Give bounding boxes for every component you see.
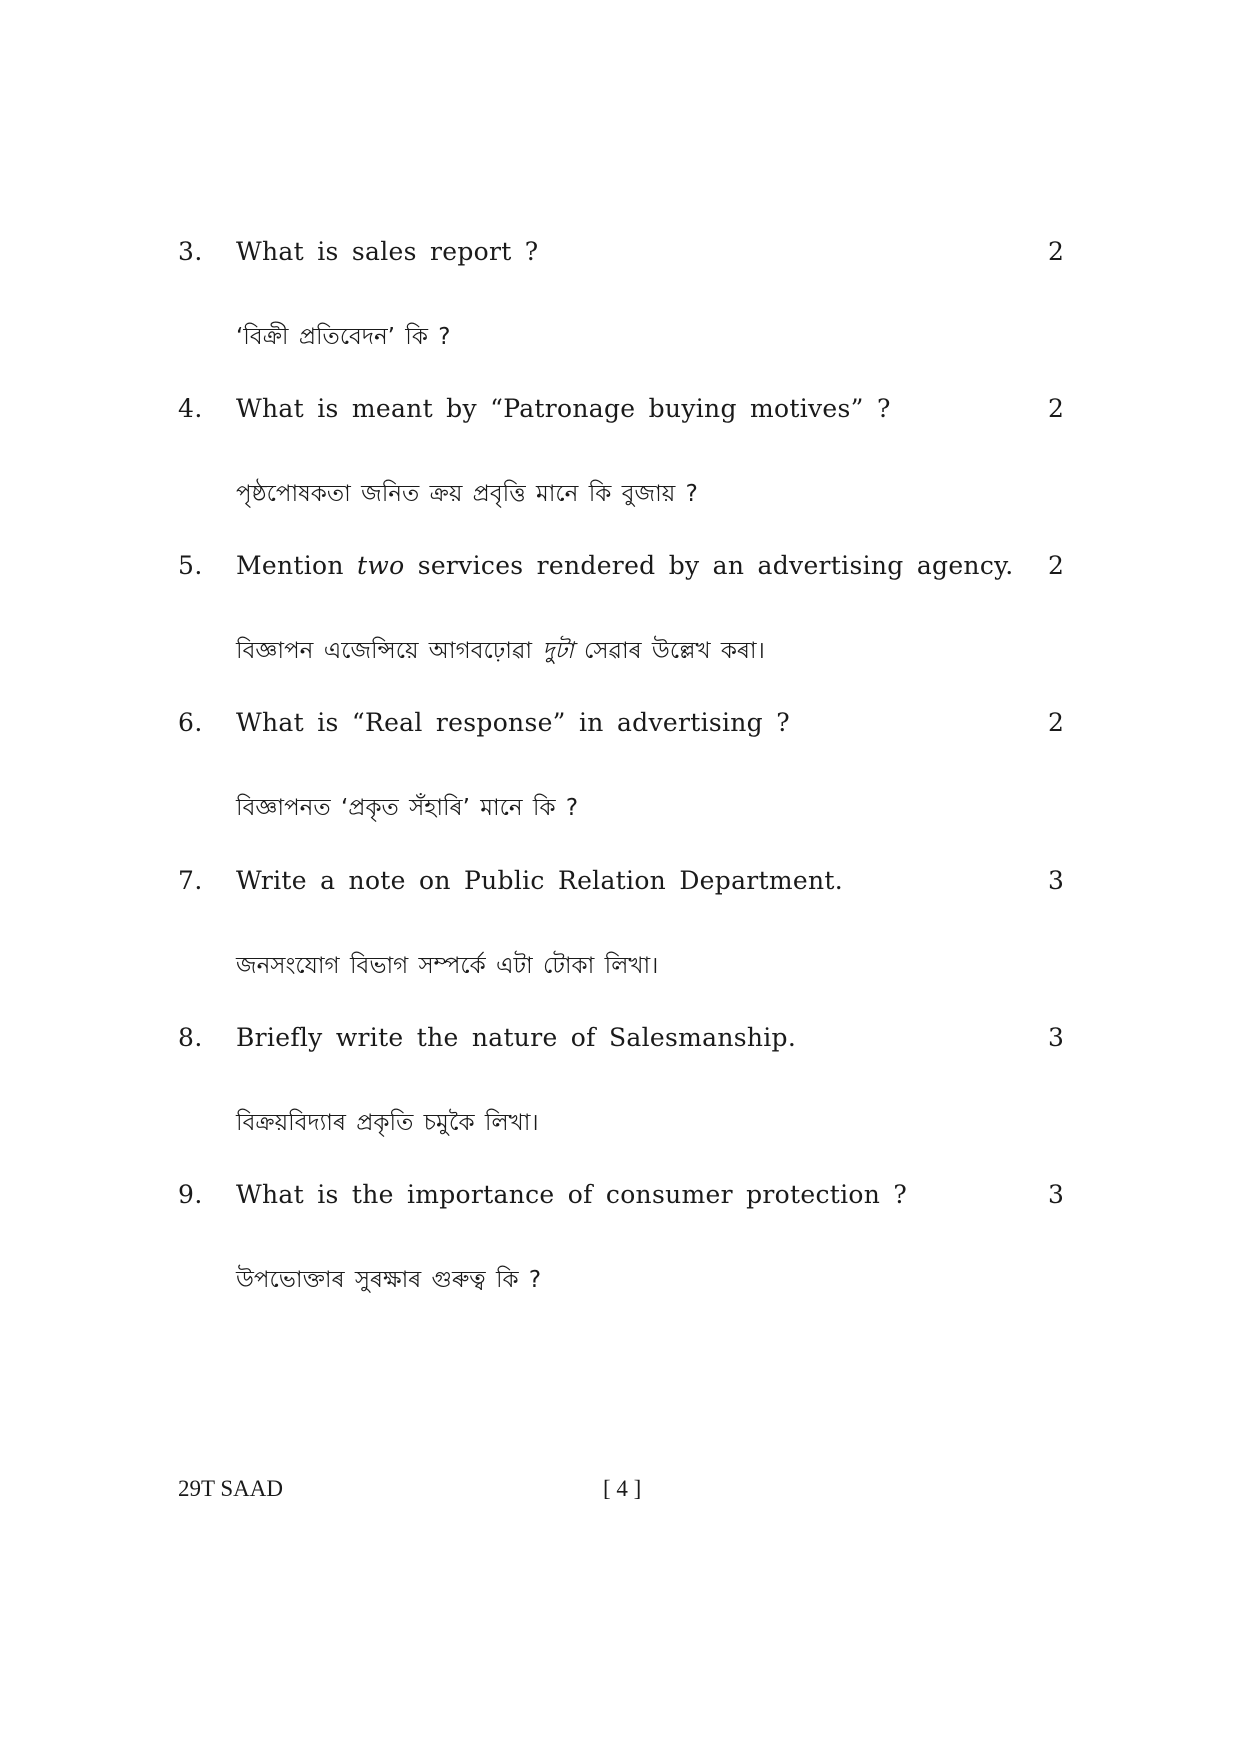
question-text-english: Briefly write the nature of Salesmanship. <box>236 1023 797 1052</box>
question-marks: 3 <box>1048 1180 1064 1209</box>
question-marks: 3 <box>1048 1023 1064 1052</box>
question-text-assamese: বিক্ৰয়বিদ্যাৰ প্ৰকৃতি চমুকৈ লিখা। <box>236 1110 539 1136</box>
question-text-assamese: উপভোক্তাৰ সুৰক্ষাৰ গুৰুত্ব কি ? <box>236 1267 542 1293</box>
question-marks: 2 <box>1048 394 1064 423</box>
question-text-assamese: জনসংযোগ বিভাগ সম্পৰ্কে এটা টোকা লিখা। <box>236 953 659 979</box>
assamese-text-italic: দুটা <box>542 638 574 664</box>
question-marks: 2 <box>1048 708 1064 737</box>
assamese-text-part: সেৱাৰ উল্লেখ কৰা। <box>573 638 765 664</box>
question-marks: 3 <box>1048 866 1064 895</box>
question-number: 8. <box>178 1023 203 1052</box>
question-text-assamese <box>236 632 765 671</box>
question-marks: 2 <box>1048 551 1064 580</box>
question-text-english: What is the importance of consumer protection ? <box>236 1180 908 1209</box>
english-text-part: services rendered by an advertising agency. <box>404 551 1014 580</box>
question-text-assamese: ‘বিক্ৰী প্ৰতিবেদন’ কি ? <box>236 324 451 350</box>
question-text-english: Write a note on Public Relation Department. <box>236 866 843 895</box>
question-number: 4. <box>178 394 203 423</box>
question-text-english: What is “Real response” in advertising ? <box>236 708 790 737</box>
question-number: 9. <box>178 1180 203 1209</box>
question-number: 3. <box>178 237 203 266</box>
question-text-english: What is meant by “Patronage buying motives” ? <box>236 394 891 423</box>
question-text-english: What is sales report ? <box>236 237 539 266</box>
question-marks: 2 <box>1048 237 1064 266</box>
question-number: 5. <box>178 551 203 580</box>
question-text-english <box>236 551 1014 580</box>
question-text-assamese: পৃষ্ঠপোষকতা জনিত ক্ৰয় প্ৰবৃত্তি মানে কি বুজায় ? <box>236 481 698 507</box>
english-text-part: Mention <box>236 551 358 580</box>
question-number: 6. <box>178 708 203 737</box>
question-number: 7. <box>178 866 203 895</box>
english-text-italic: two <box>357 551 405 580</box>
assamese-text-part: বিজ্ঞাপন এজেন্সিয়ে আগবঢ়োৱা <box>236 638 543 664</box>
page-number: [ 4 ] <box>603 1476 642 1501</box>
paper-code: 29T SAAD <box>178 1476 284 1501</box>
question-text-assamese: বিজ্ঞাপনত ‘প্ৰকৃত সঁহাৰি’ মানে কি ? <box>236 795 579 821</box>
